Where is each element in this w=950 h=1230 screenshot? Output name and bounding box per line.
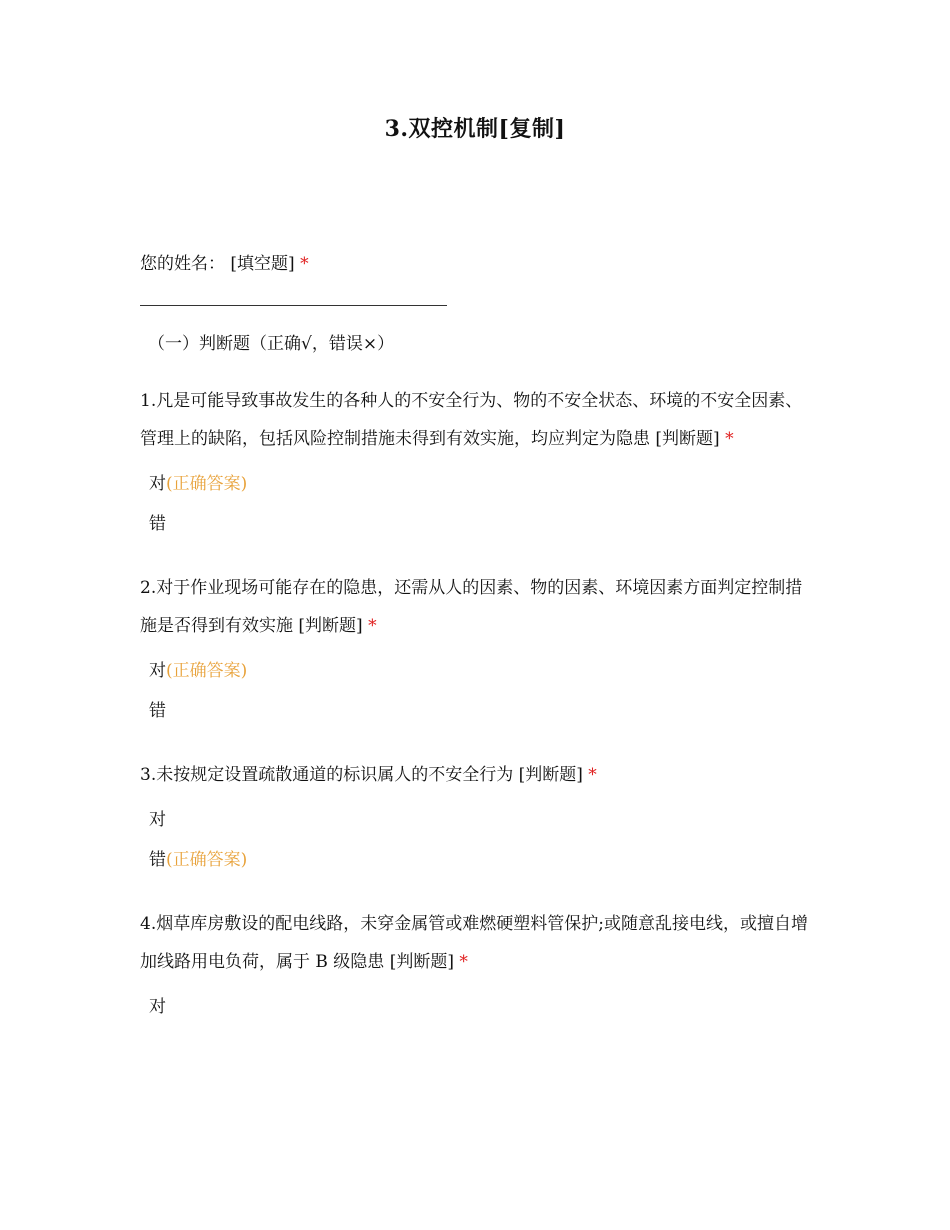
question-text: 4.烟草库房敷设的配电线路，未穿金属管或难燃硬塑料管保护;或随意乱接电线，或擅自增加线路用电负荷，属于 B 级隐患 [140, 914, 808, 972]
option-label: 对 [149, 810, 166, 830]
question-1 [140, 382, 810, 458]
required-mark: * [588, 765, 597, 785]
option-label: 对 [149, 661, 166, 681]
question-4-options [140, 987, 810, 1027]
option-label: 错 [149, 514, 166, 534]
section-header: （一）判断题（正确√，错误×） [148, 334, 395, 354]
question-text: 2.对于作业现场可能存在的隐患，还需从人的因素、物的因素、环境因素方面判定控制措施是否得到有效实施 [140, 578, 803, 636]
name-answer-line[interactable] [140, 305, 447, 306]
option-false[interactable] [140, 840, 810, 880]
question-2-options [140, 651, 810, 731]
question-type: [判断题] [518, 765, 583, 785]
option-true[interactable] [140, 464, 810, 504]
question-3 [140, 756, 810, 794]
survey-content [140, 250, 810, 1027]
required-mark: * [300, 254, 309, 274]
correct-answer-marker: (正确答案) [166, 474, 248, 494]
name-question [140, 250, 810, 278]
option-label: 错 [149, 701, 166, 721]
name-question-type: [填空题] [230, 254, 295, 274]
question-type: [判断题] [655, 429, 720, 449]
option-label: 错 [149, 850, 166, 870]
correct-answer-marker: (正确答案) [166, 850, 248, 870]
option-label: 对 [149, 997, 166, 1017]
question-type: [判断题] [389, 952, 454, 972]
required-mark: * [459, 952, 468, 972]
question-4 [140, 905, 810, 981]
option-true[interactable] [140, 651, 810, 691]
option-false[interactable] [140, 691, 810, 731]
question-text: 1.凡是可能导致事故发生的各种人的不安全行为、物的不安全状态、环境的不安全因素、管理上的缺陷，包括风险控制措施未得到有效实施，均应判定为隐患 [140, 391, 803, 449]
option-true[interactable] [140, 987, 810, 1027]
required-mark: * [725, 429, 734, 449]
question-3-options [140, 800, 810, 880]
question-type: [判断题] [298, 616, 363, 636]
option-true[interactable] [140, 800, 810, 840]
question-1-options [140, 464, 810, 544]
correct-answer-marker: (正确答案) [166, 661, 248, 681]
required-mark: * [368, 616, 377, 636]
option-label: 对 [149, 474, 166, 494]
name-question-label: 您的姓名： [140, 254, 225, 274]
question-2 [140, 569, 810, 645]
option-false[interactable] [140, 504, 810, 544]
question-text: 3.未按规定设置疏散通道的标识属人的不安全行为 [140, 765, 514, 785]
page-title: 3.双控机制[复制] [384, 116, 566, 142]
